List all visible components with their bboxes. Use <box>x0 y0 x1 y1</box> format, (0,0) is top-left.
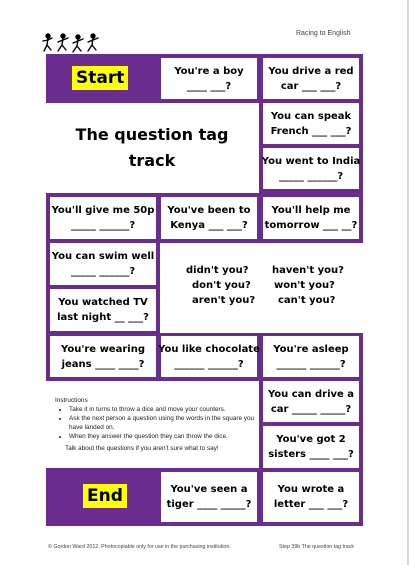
square-wearing-jeans: You're wearing jeans ____ ____? <box>50 336 156 377</box>
instructions-heading: Instructions <box>55 397 88 404</box>
square-watched-tv: You watched TV last night __ ___? <box>50 289 156 331</box>
square-seen-a-tiger: You've seen a tiger ____ _____? <box>161 472 257 522</box>
step-footer: Step 39b The question tag track <box>279 544 354 550</box>
square-went-to-india: You went to India _____ ______? <box>263 148 359 189</box>
tags-left-column: didn't you? don't you? aren't you? <box>186 265 256 306</box>
instruction-item: • Ask the next person a question using the words in the square you have landed on. <box>69 414 265 432</box>
instructions-talk: Talk about the questions if you aren't sure what to say! <box>65 445 219 452</box>
end-label: End <box>83 484 127 508</box>
square-been-to-kenya: You've been to Kenya ___ ___? <box>161 197 257 239</box>
tags-right-column: haven't you? won't you? can't you? <box>272 265 344 306</box>
brand-header: Racing to English <box>296 30 351 37</box>
square-give-me-50p: You'll give me 50p _____ ______? <box>50 197 156 239</box>
square-youre-asleep: You're asleep ______ ______? <box>263 336 359 377</box>
start-label: Start <box>72 66 128 90</box>
board-title: The question tag track <box>75 125 229 170</box>
copyright-footer: © Gordon Ward 2012. Photocopiable only for use in the purchasing institution. <box>48 544 231 550</box>
square-drive-red-car: You drive a red car ___ ___? <box>263 58 359 99</box>
square-wrote-a-letter: You wrote a letter ___ ___? <box>263 472 359 522</box>
square-speak-french: You can speak French ___ ___? <box>263 103 359 144</box>
square-help-me-tomorrow: You'll help me tomorrow ___ __? <box>263 197 359 239</box>
instructions-list <box>55 405 265 441</box>
square-swim-well: You can swim well _____ ______? <box>50 243 156 285</box>
instruction-item: • When they answer the question they can throw the dice. <box>69 432 265 441</box>
instruction-item: • Take it in turns to throw a dice and move your counters. <box>69 405 265 414</box>
square-like-chocolate: You like chocolate ______ ______? <box>161 336 257 377</box>
square-got-two-sisters: You've got 2 sisters ____ ___? <box>263 426 359 468</box>
square-youre-a-boy: You're a boy ____ ___? <box>161 58 257 99</box>
instructions <box>55 396 265 453</box>
runners-logo <box>42 33 102 55</box>
square-drive-a-car: You can drive a car _____ _____? <box>263 381 359 422</box>
